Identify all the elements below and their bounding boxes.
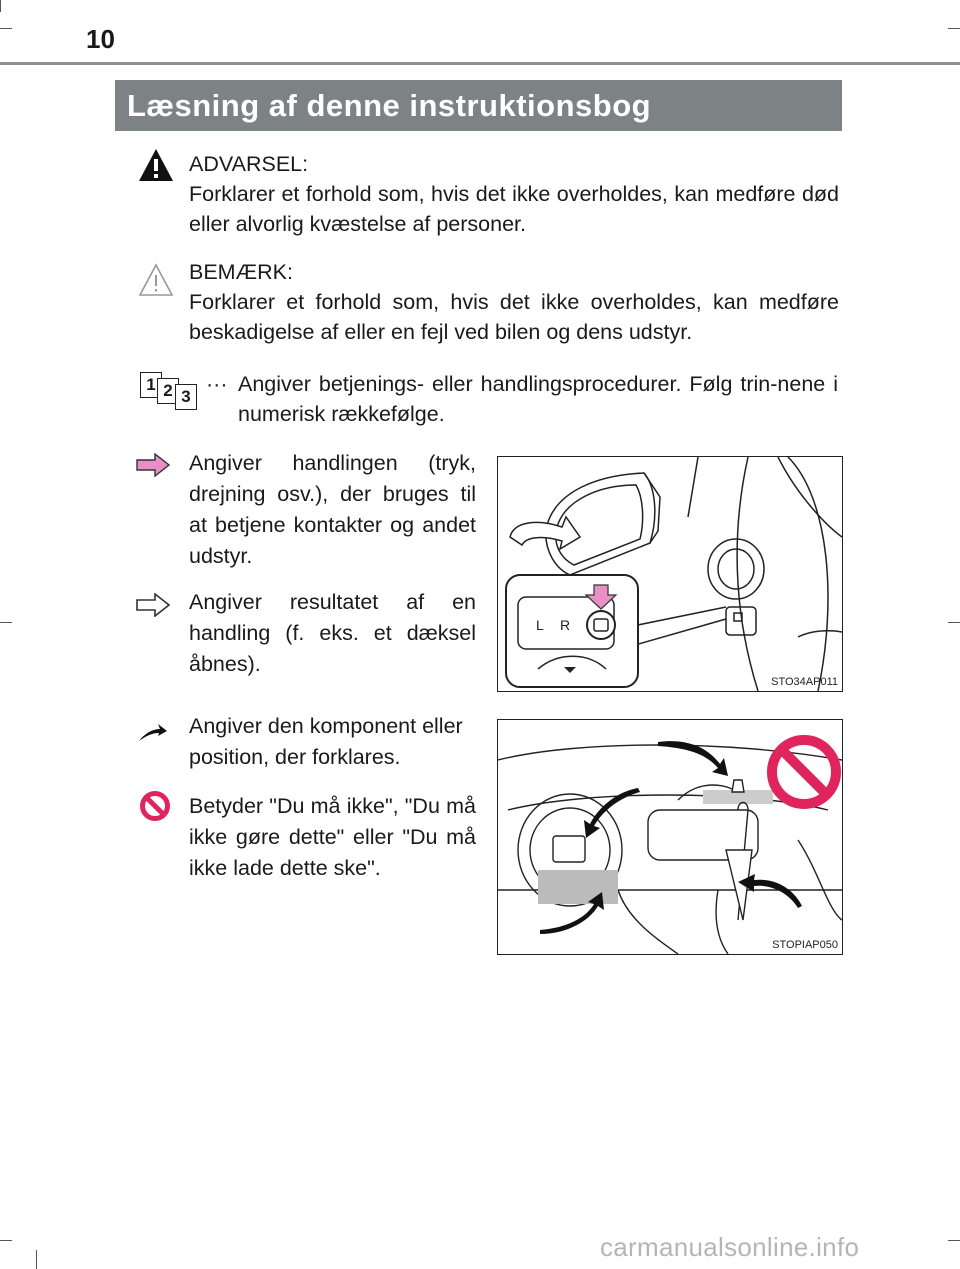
step-number-1: 1 (140, 372, 162, 398)
section-title-bar (115, 80, 842, 131)
crop-mark (948, 1240, 960, 1241)
action-text: Angiver handlingen (tryk, drejning osv.), der bruges til at betjene kontakter og andet udstyr. (189, 451, 476, 568)
warning-entry (189, 149, 839, 239)
crop-mark (948, 28, 960, 29)
crop-mark (0, 28, 12, 29)
crop-mark (948, 622, 960, 623)
switch-label-r: R (560, 617, 571, 633)
watermark: carmanualsonline.info (600, 1232, 860, 1262)
mirror-switch-figure (497, 456, 843, 692)
warning-text: Forklarer et forhold som, hvis det ikke overholdes, kan medføre død eller alvorlig kvæstelse af personer. (189, 182, 839, 236)
header-rule (0, 62, 960, 65)
step-number-3: 3 (175, 384, 197, 410)
crop-mark (0, 622, 12, 623)
crop-mark (0, 0, 1, 12)
result-arrow-icon (136, 593, 170, 617)
figure-code: STOPIAP050 (772, 939, 838, 951)
page-number: 10 (86, 24, 115, 54)
figure-code: STO34AP011 (771, 676, 838, 688)
action-arrow-icon (136, 453, 170, 477)
prohibit-text: Betyder "Du må ikke", "Du må ikke gøre dette" eller "Du må ikke lade dette ske". (189, 794, 476, 880)
notice-heading: BEMÆRK: (189, 260, 293, 284)
step-number-2: 2 (157, 378, 179, 404)
warning-triangle-icon (137, 147, 175, 183)
notice-triangle-icon (137, 262, 175, 298)
component-text: Angiver den komponent eller position, der forklares. (189, 714, 463, 769)
dashboard-illustration (498, 720, 842, 954)
switch-label-l: L (536, 617, 544, 633)
crop-mark (0, 1240, 12, 1241)
warning-heading: ADVARSEL: (189, 152, 309, 176)
notice-entry (189, 257, 839, 347)
prohibit-sign-icon (139, 790, 171, 822)
crop-mark (36, 1250, 37, 1269)
result-text: Angiver resultatet af en handling (f. eks. et dæksel åbnes). (189, 590, 476, 676)
component-pointer-icon (138, 722, 168, 742)
mirror-illustration (498, 457, 842, 691)
prohibited-items-figure (497, 719, 843, 955)
page-title: Læsning af denne instruktionsbog (127, 88, 652, 123)
notice-text: Forklarer et forhold som, hvis det ikke overholdes, kan medføre beskadigelse af eller en fejl ved bilen og dens udstyr. (189, 290, 839, 344)
steps-dots: ··· (206, 372, 228, 396)
steps-text: Angiver betjenings- eller handlingsprocedurer. Følg trin-nene i numerisk rækkefølge. (238, 372, 838, 426)
